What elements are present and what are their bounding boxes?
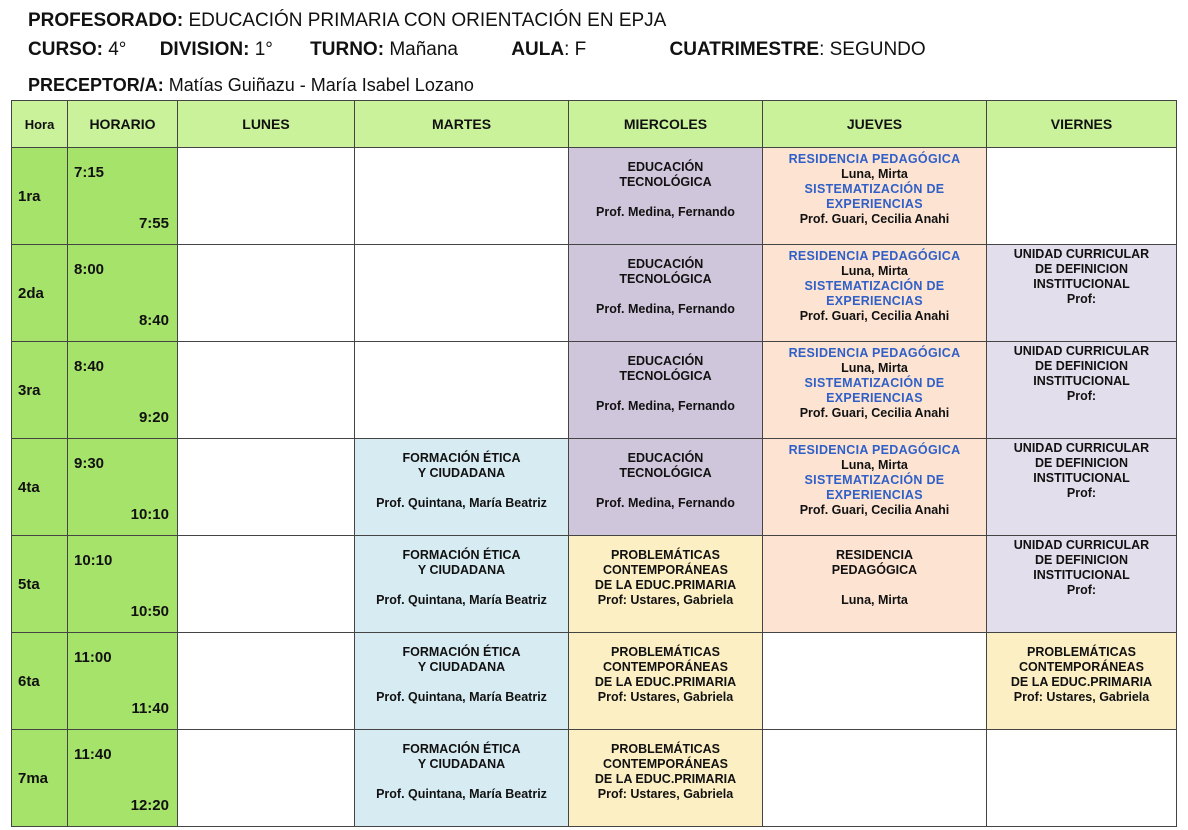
hora-cell: 5ta <box>12 536 68 633</box>
end-time: 8:40 <box>138 312 169 329</box>
hora-cell: 6ta <box>12 633 68 730</box>
subject-residencia-sistematizacion <box>763 439 987 536</box>
col-header-jueves: JUEVES <box>763 101 987 148</box>
teacher-name: Prof. Quintana, María Beatriz <box>376 690 547 704</box>
subject-line: Y CIUDADANA <box>417 563 506 577</box>
subject-line: CONTEMPORÁNEAS <box>1018 660 1144 674</box>
teacher-name: Prof. Quintana, María Beatriz <box>376 496 547 510</box>
horario-cell <box>68 730 178 827</box>
subject-line: FORMACIÓN ÉTICA <box>402 451 521 465</box>
profesorado-value: EDUCACIÓN PRIMARIA CON ORIENTACIÓN EN EPJA <box>188 10 667 31</box>
empty-cell <box>763 730 987 827</box>
subject-line: UNIDAD CURRICULAR <box>1013 247 1150 261</box>
teacher-name: Prof. Medina, Fernando <box>596 496 735 510</box>
header-profesorado <box>28 10 666 32</box>
subject-problematicas <box>569 730 763 827</box>
teacher-name: Prof. Guari, Cecilia Anahi <box>799 503 950 517</box>
teacher-name: Prof. Guari, Cecilia Anahi <box>799 406 950 420</box>
teacher-name: Prof. Quintana, María Beatriz <box>376 593 547 607</box>
subject-problematicas <box>987 633 1177 730</box>
profesorado-label: PROFESORADO: <box>28 10 184 31</box>
subject-formacion-etica <box>355 439 569 536</box>
subject-line: TECNOLÓGICA <box>619 466 712 480</box>
schedule-table <box>11 100 1177 827</box>
subject-line: RESIDENCIA PEDAGÓGICA <box>788 346 961 360</box>
subject-line: EXPERIENCIAS <box>826 197 923 211</box>
subject-educacion-tecnologica <box>569 148 763 245</box>
subject-line: TECNOLÓGICA <box>619 369 712 383</box>
teacher-name: Luna, Mirta <box>841 167 908 181</box>
subject-line: PROBLEMÁTICAS <box>1026 645 1137 659</box>
teacher-name: Luna, Mirta <box>841 593 908 607</box>
empty-cell <box>355 245 569 342</box>
empty-cell <box>178 439 355 536</box>
teacher-name: Prof: <box>1066 583 1097 597</box>
empty-cell <box>178 730 355 827</box>
subject-line: CONTEMPORÁNEAS <box>602 660 728 674</box>
start-time: 8:40 <box>74 358 105 375</box>
end-time: 7:55 <box>138 215 169 232</box>
curso-label: CURSO: <box>28 39 103 60</box>
subject-unidad-curricular <box>987 245 1177 342</box>
end-time: 9:20 <box>138 409 169 426</box>
end-time: 11:40 <box>131 700 169 717</box>
subject-line: Y CIUDADANA <box>417 757 506 771</box>
subject-line: Y CIUDADANA <box>417 466 506 480</box>
table-row <box>12 633 1177 730</box>
col-header-viernes: VIERNES <box>987 101 1177 148</box>
subject-line: EDUCACIÓN <box>627 160 704 174</box>
subject-line: PROBLEMÁTICAS <box>610 645 721 659</box>
subject-unidad-curricular <box>987 342 1177 439</box>
hora-cell: 4ta <box>12 439 68 536</box>
table-row <box>12 342 1177 439</box>
subject-educacion-tecnologica <box>569 439 763 536</box>
subject-line: Y CIUDADANA <box>417 660 506 674</box>
turno-value: Mañana <box>389 39 458 60</box>
aula-label: AULA <box>511 39 565 60</box>
start-time: 11:00 <box>74 649 112 666</box>
table-row <box>12 536 1177 633</box>
start-time: 11:40 <box>74 746 112 763</box>
division-label: DIVISION: <box>159 39 250 60</box>
table-row <box>12 439 1177 536</box>
horario-cell <box>68 342 178 439</box>
subject-line: RESIDENCIA <box>835 548 914 562</box>
subject-formacion-etica <box>355 633 569 730</box>
turno-label: TURNO: <box>310 39 385 60</box>
horario-cell <box>68 536 178 633</box>
empty-cell <box>355 148 569 245</box>
teacher-name: Prof: Ustares, Gabriela <box>1013 690 1150 704</box>
subject-line: UNIDAD CURRICULAR <box>1013 538 1150 552</box>
subject-line: DE LA EDUC.PRIMARIA <box>1010 675 1153 689</box>
subject-line: DE LA EDUC.PRIMARIA <box>594 675 737 689</box>
table-row <box>12 148 1177 245</box>
subject-line: PROBLEMÁTICAS <box>610 548 721 562</box>
teacher-name: Prof. Guari, Cecilia Anahi <box>799 309 950 323</box>
subject-line: INSTITUCIONAL <box>1033 374 1130 388</box>
empty-cell <box>987 148 1177 245</box>
subject-line: EDUCACIÓN <box>627 451 704 465</box>
cuatrimestre-label: CUATRIMESTRE <box>669 39 820 60</box>
subject-line: SISTEMATIZACIÓN DE <box>804 279 945 293</box>
horario-cell <box>68 633 178 730</box>
teacher-name: Prof: <box>1066 292 1097 306</box>
hora-cell: 2da <box>12 245 68 342</box>
subject-unidad-curricular <box>987 536 1177 633</box>
preceptor-value: Matías Guiñazu - María Isabel Lozano <box>168 75 474 95</box>
subject-line: FORMACIÓN ÉTICA <box>402 742 521 756</box>
subject-line: INSTITUCIONAL <box>1033 277 1130 291</box>
hora-cell: 7ma <box>12 730 68 827</box>
subject-educacion-tecnologica <box>569 342 763 439</box>
subject-line: SISTEMATIZACIÓN DE <box>804 182 945 196</box>
subject-unidad-curricular <box>987 439 1177 536</box>
teacher-name: Luna, Mirta <box>841 264 908 278</box>
subject-line: INSTITUCIONAL <box>1033 471 1130 485</box>
end-time: 10:50 <box>130 603 169 620</box>
subject-line: PEDAGÓGICA <box>831 563 918 577</box>
subject-line: EDUCACIÓN <box>627 354 704 368</box>
start-time: 10:10 <box>74 552 113 569</box>
empty-cell <box>763 633 987 730</box>
subject-residencia-sistematizacion <box>763 148 987 245</box>
subject-line: DE DEFINICION <box>1034 262 1129 276</box>
start-time: 9:30 <box>74 455 105 472</box>
teacher-name: Prof: Ustares, Gabriela <box>597 593 734 607</box>
subject-line: UNIDAD CURRICULAR <box>1013 441 1150 455</box>
subject-line: DE DEFINICION <box>1034 359 1129 373</box>
empty-cell <box>178 536 355 633</box>
col-header-martes: MARTES <box>355 101 569 148</box>
teacher-name: Prof. Quintana, María Beatriz <box>376 787 547 801</box>
teacher-name: Prof. Medina, Fernando <box>596 302 735 316</box>
subject-line: TECNOLÓGICA <box>619 175 712 189</box>
subject-formacion-etica <box>355 536 569 633</box>
cuatrimestre-value: : SEGUNDO <box>819 39 926 60</box>
empty-cell <box>178 148 355 245</box>
teacher-name: Prof: Ustares, Gabriela <box>597 787 734 801</box>
subject-residencia-sistematizacion <box>763 342 987 439</box>
horario-cell <box>68 245 178 342</box>
aula-value: : F <box>564 39 587 60</box>
subject-line: SISTEMATIZACIÓN DE <box>804 473 945 487</box>
teacher-name: Prof: <box>1066 389 1097 403</box>
preceptor-label: PRECEPTOR/A: <box>28 75 164 95</box>
subject-line: FORMACIÓN ÉTICA <box>402 548 521 562</box>
teacher-name: Luna, Mirta <box>841 458 908 472</box>
start-time: 8:00 <box>74 261 105 278</box>
hora-cell: 3ra <box>12 342 68 439</box>
col-header-hora: Hora <box>12 101 68 148</box>
subject-line: EXPERIENCIAS <box>826 488 923 502</box>
curso-value: 4° <box>108 39 127 60</box>
table-row <box>12 245 1177 342</box>
subject-formacion-etica <box>355 730 569 827</box>
teacher-name: Prof. Medina, Fernando <box>596 205 735 219</box>
table-header-row <box>12 101 1177 148</box>
hora-cell: 1ra <box>12 148 68 245</box>
col-header-miercoles: MIERCOLES <box>569 101 763 148</box>
subject-line: DE DEFINICION <box>1034 456 1129 470</box>
subject-residencia-sistematizacion <box>763 245 987 342</box>
subject-line: EXPERIENCIAS <box>826 294 923 308</box>
empty-cell <box>355 342 569 439</box>
horario-cell <box>68 148 178 245</box>
subject-line: DE DEFINICION <box>1034 553 1129 567</box>
col-header-horario: HORARIO <box>68 101 178 148</box>
subject-line: RESIDENCIA PEDAGÓGICA <box>788 443 961 457</box>
empty-cell <box>178 633 355 730</box>
subject-line: CONTEMPORÁNEAS <box>602 757 728 771</box>
table-row <box>12 730 1177 827</box>
end-time: 10:10 <box>130 506 169 523</box>
end-time: 12:20 <box>130 797 169 814</box>
subject-line: CONTEMPORÁNEAS <box>602 563 728 577</box>
subject-line: FORMACIÓN ÉTICA <box>402 645 521 659</box>
division-value: 1° <box>254 39 273 60</box>
subject-line: DE LA EDUC.PRIMARIA <box>594 772 737 786</box>
teacher-name: Prof. Guari, Cecilia Anahi <box>799 212 950 226</box>
subject-line: PROBLEMÁTICAS <box>610 742 721 756</box>
teacher-name: Prof: <box>1066 486 1097 500</box>
empty-cell <box>178 342 355 439</box>
subject-line: INSTITUCIONAL <box>1033 568 1130 582</box>
subject-line: EDUCACIÓN <box>627 257 704 271</box>
start-time: 7:15 <box>74 164 105 181</box>
subject-line: TECNOLÓGICA <box>619 272 712 286</box>
subject-problematicas <box>569 536 763 633</box>
teacher-name: Prof. Medina, Fernando <box>596 399 735 413</box>
subject-line: SISTEMATIZACIÓN DE <box>804 376 945 390</box>
subject-residencia-pedagogica <box>763 536 987 633</box>
subject-line: UNIDAD CURRICULAR <box>1013 344 1150 358</box>
subject-line: DE LA EDUC.PRIMARIA <box>594 578 737 592</box>
header-preceptor <box>28 74 474 96</box>
subject-educacion-tecnologica <box>569 245 763 342</box>
horario-cell <box>68 439 178 536</box>
empty-cell <box>178 245 355 342</box>
subject-problematicas <box>569 633 763 730</box>
subject-line: EXPERIENCIAS <box>826 391 923 405</box>
teacher-name: Prof: Ustares, Gabriela <box>597 690 734 704</box>
subject-line: RESIDENCIA PEDAGÓGICA <box>788 152 961 166</box>
teacher-name: Luna, Mirta <box>841 361 908 375</box>
empty-cell <box>987 730 1177 827</box>
header-course-info <box>28 39 926 61</box>
subject-line: RESIDENCIA PEDAGÓGICA <box>788 249 961 263</box>
col-header-lunes: LUNES <box>178 101 355 148</box>
